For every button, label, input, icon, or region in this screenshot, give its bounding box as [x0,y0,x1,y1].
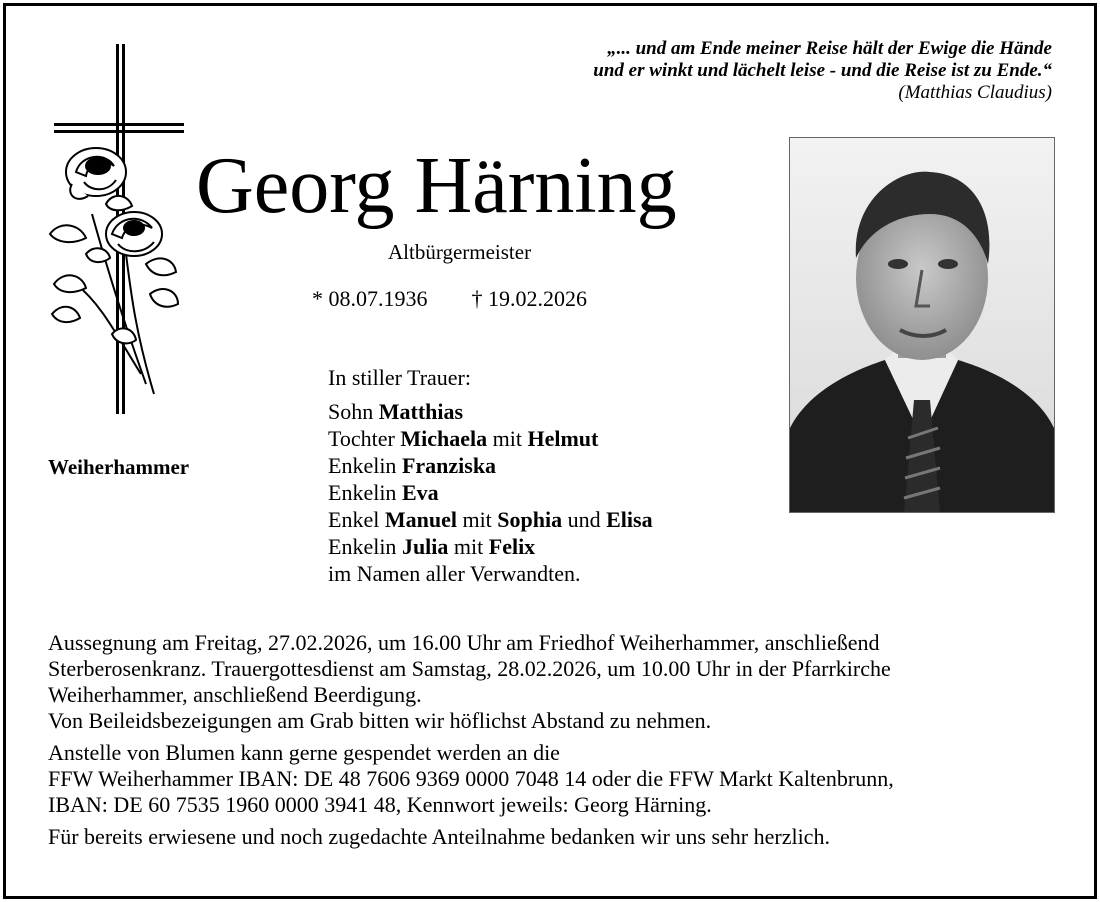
mourner-line [328,425,653,452]
mourner-line [328,506,653,533]
mourner-relation: mit [448,534,489,559]
mourner-relation: im Namen aller Verwandten. [328,561,581,586]
quote-line-2: und er winkt und lächelt leise - und die Reise ist zu Ende.“ [593,60,1052,81]
donation-notice-line-2: FFW Weiherhammer IBAN: DE 48 7606 9369 0000 7048 14 oder die FFW Markt Kaltenbrunn, [48,766,894,791]
mourner-relation: mit [456,507,498,532]
mourner-relation: Enkelin [328,534,402,559]
mourner-line [328,560,653,587]
place-name: Weiherhammer [48,455,190,479]
thanks-notice: Für bereits erwiesene und noch zugedachte Anteilnahme bedanken wir uns sehr herzlich. [48,824,830,849]
portrait-photo [789,137,1055,513]
mourners-heading: In stiller Trauer: [328,365,471,390]
mourner-relation: Enkel [328,507,385,532]
mourner-name: Helmut [527,426,599,451]
quote-block [593,38,1052,104]
funeral-notice-line-1: Aussegnung am Freitag, 27.02.2026, um 16.00 Uhr am Friedhof Weiherhammer, anschließend [48,630,880,655]
mourner-line [328,479,653,506]
mourner-name: Manuel [384,507,457,532]
death-date: † 19.02.2026 [471,286,587,311]
mourner-line [328,452,653,479]
condolence-notice: Von Beileidsbezeigungen am Grab bitten wir höflichst Abstand zu nehmen. [48,708,712,733]
deceased-name: Georg Härning [196,142,677,230]
mourner-relation: Enkelin [328,480,402,505]
birth-date: * 08.07.1936 [312,286,428,311]
mourner-relation: mit [487,426,528,451]
mourner-name: Julia [401,534,449,559]
quote-line-1: „... und am Ende meiner Reise hält der Ewige die Hände [607,38,1052,59]
deceased-title: Altbürgermeister [388,240,532,264]
mourner-name: Michaela [400,426,488,451]
mourner-relation: Enkelin [328,453,402,478]
mourner-name: Sophia [497,507,563,532]
mourner-name: Elisa [606,507,653,532]
mourners-list [328,364,653,587]
mourner-line [328,398,653,425]
mourner-relation: Tochter [328,426,401,451]
cross-with-roses-icon [46,44,186,414]
mourner-name: Matthias [378,399,464,424]
mourner-relation: und [562,507,607,532]
donation-notice-line-3: IBAN: DE 60 7535 1960 0000 3941 48, Kennwort jeweils: Georg Härning. [48,792,712,817]
donation-notice-line-1: Anstelle von Blumen kann gerne gespendet werden an die [48,740,560,765]
funeral-notice-line-2: Sterberosenkranz. Trauergottesdienst am Samstag, 28.02.2026, um 10.00 Uhr in der Pfarrkirche [48,656,891,681]
mourner-relation: Sohn [328,399,379,424]
mourner-name: Eva [401,480,439,505]
mourner-name: Franziska [401,453,497,478]
mourner-name: Felix [488,534,536,559]
notices-block [48,630,1058,850]
life-dates [312,286,587,312]
quote-author: (Matthias Claudius) [898,82,1052,103]
mourner-line [328,533,653,560]
funeral-notice-line-3: Weiherhammer, anschließend Beerdigung. [48,682,422,707]
